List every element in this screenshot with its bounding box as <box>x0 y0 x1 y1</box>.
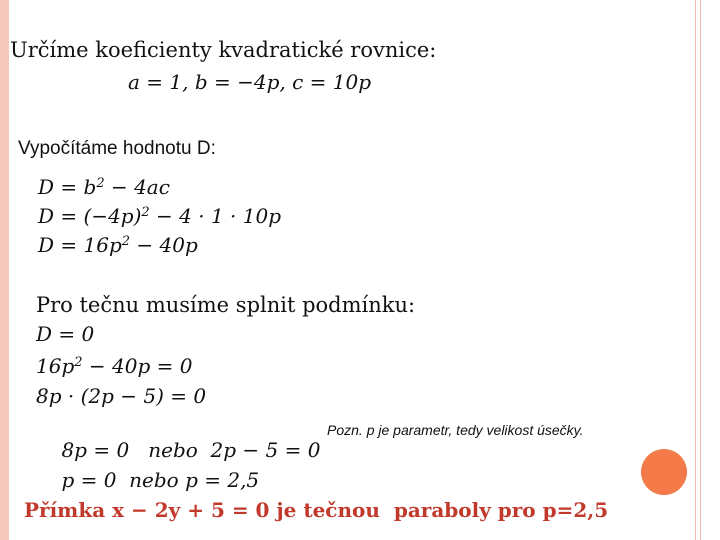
heading-tangent-condition: Pro tečnu musíme splnit podmínku: <box>36 293 416 317</box>
cond-line-3-text: 8p · (2p − 5) = 0 <box>36 384 207 408</box>
d-line-1-exp: 2 <box>96 175 105 191</box>
conclusion-text: Přímka x − 2y + 5 = 0 je tečnou paraboly pro p=2,5 <box>24 498 609 522</box>
d-line-1-pre: D = b <box>38 175 97 199</box>
d-line-3 <box>38 233 198 257</box>
heading-discriminant: Vypočítáme hodnotu D: <box>18 138 216 159</box>
d-line-3-pre: D = 16p <box>38 233 122 257</box>
d-line-2-post: − 4 · 1 · 10p <box>149 204 282 228</box>
d-line-3-post: − 40p <box>130 233 198 257</box>
orange-circle-decoration <box>641 449 687 495</box>
note-text: Pozn. p je parametr, tedy velikost úsečky. <box>327 422 584 438</box>
d-line-2-exp: 2 <box>141 204 150 220</box>
cond-line-2-exp: 2 <box>74 354 83 370</box>
d-line-2 <box>38 204 281 228</box>
cond-line-5-text: p = 0 nebo p = 2,5 <box>61 468 260 492</box>
d-line-1-post: − 4ac <box>104 175 170 199</box>
cond-line-1-text: D = 0 <box>36 322 95 346</box>
d-line-2-pre: D = (−4p) <box>38 204 142 228</box>
right-frame-line <box>695 0 701 540</box>
left-frame-bar <box>0 0 9 540</box>
d-line-3-exp: 2 <box>121 233 131 249</box>
cond-line-2-post: − 40p = 0 <box>82 354 193 378</box>
cond-line-2 <box>36 354 192 378</box>
cond-line-4-text: 8p = 0 nebo 2p − 5 = 0 <box>61 438 321 462</box>
cond-line-1 <box>36 322 94 346</box>
coefficients-line: a = 1, b = −4p, c = 10p <box>128 70 372 94</box>
d-line-1 <box>38 175 170 199</box>
cond-line-3 <box>36 384 206 408</box>
heading-coefficients: Určíme koeficienty kvadratické rovnice: <box>10 38 437 62</box>
cond-line-2-pre: 16p <box>36 354 75 378</box>
